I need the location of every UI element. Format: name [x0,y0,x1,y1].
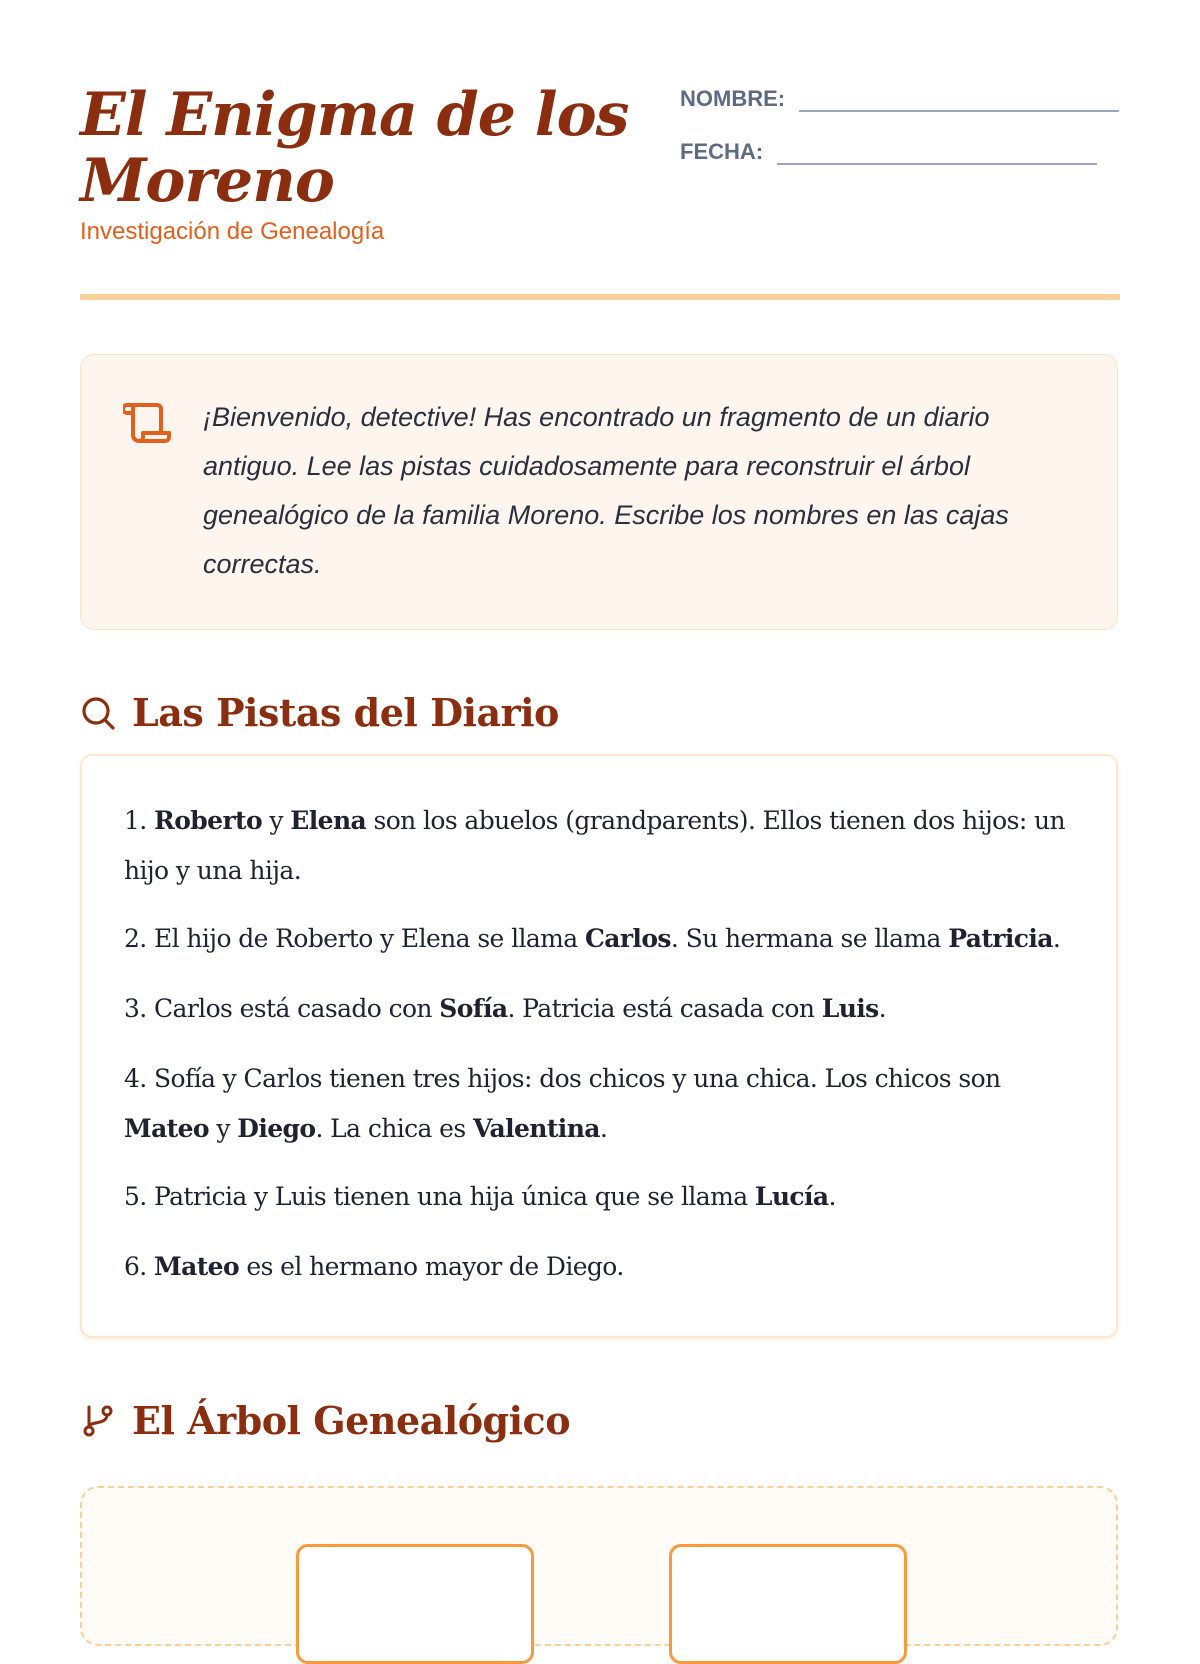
search-icon [80,695,116,731]
clue-text: son los abuelos (grandparents). Ellos tienen dos hijos: un hijo y una hija. [124,806,1066,885]
tree-heading-text: El Árbol Genealógico [132,1398,571,1443]
header-divider [80,294,1120,300]
clues-box [80,754,1118,1338]
clue-name: Diego [237,1114,316,1143]
clue-name: Lucía [754,1182,829,1211]
clue-text: y [209,1114,238,1143]
clue-text: Patricia y Luis tienen una hija única que se llama [146,1182,755,1211]
date-label: FECHA: [680,139,764,164]
intro-text: ¡Bienvenido, detective! Has encontrado un fragmento de un diario antiguo. Lee las pistas cuidadosamente para reconstruir el árbol genealógico de la familia Moreno. Escribe los nombres en las cajas correctas. [203,402,1009,579]
clue-text: . Su hermana se llama [670,924,949,953]
clue-text: . [599,1114,608,1143]
worksheet-header [80,0,1120,300]
name-field[interactable] [680,86,1119,112]
clues-heading-text: Las Pistas del Diario [132,690,559,735]
clue-4 [124,1054,1074,1154]
date-line[interactable] [777,141,1097,165]
clue-number: 1. [124,806,147,835]
name-label: NOMBRE: [680,86,786,111]
clue-name: Valentina [472,1114,600,1143]
page-title: El Enigma de los Moreno [80,80,629,216]
clue-text: y [262,806,291,835]
clue-name: Mateo [154,1252,240,1281]
clue-name: Patricia [948,924,1053,953]
clue-name: Sofía [439,994,508,1023]
clue-name: Luis [821,994,879,1023]
worksheet-page [80,0,1120,1443]
clue-3 [124,984,1074,1034]
clue-text: . [878,994,887,1023]
clue-text: es el hermano mayor de Diego. [239,1252,624,1281]
clue-text: . La chica es [315,1114,473,1143]
intro-box [80,354,1118,630]
clue-text: El hijo de Roberto y Elena se llama [146,924,585,953]
clue-2 [124,914,1074,964]
clue-text: Carlos está casado con [146,994,440,1023]
clue-text: Sofía y Carlos tienen tres hijos: dos chicos y una chica. Los chicos son [146,1064,1001,1093]
clue-text: . [828,1182,836,1211]
clue-6 [124,1242,1074,1292]
scroll-icon [123,399,173,449]
tree-name-box-grandfather[interactable] [296,1544,534,1664]
tree-heading [80,1398,570,1443]
clue-name: Mateo [124,1114,210,1143]
git-branch-icon [80,1403,116,1439]
clues-heading [80,690,559,735]
clue-1 [124,796,1074,896]
clue-name: Roberto [154,806,263,835]
clue-number: 6. [124,1252,147,1281]
clue-number: 5. [124,1182,147,1211]
tree-name-box-grandmother[interactable] [669,1544,907,1664]
clue-number: 2. [124,924,147,953]
clue-text [147,1252,154,1281]
date-field[interactable] [680,139,1097,165]
clue-name: Carlos [584,924,671,953]
clue-text: . [1052,924,1061,953]
name-line[interactable] [799,88,1119,112]
clue-5 [124,1172,1074,1222]
clue-name: Elena [290,806,367,835]
page-subtitle: Investigación de Genealogía [80,218,385,245]
clue-number: 3. [124,994,147,1023]
family-tree-area [80,1486,1118,1646]
clue-text: . Patricia está casada con [507,994,822,1023]
clue-number: 4. [124,1064,147,1093]
